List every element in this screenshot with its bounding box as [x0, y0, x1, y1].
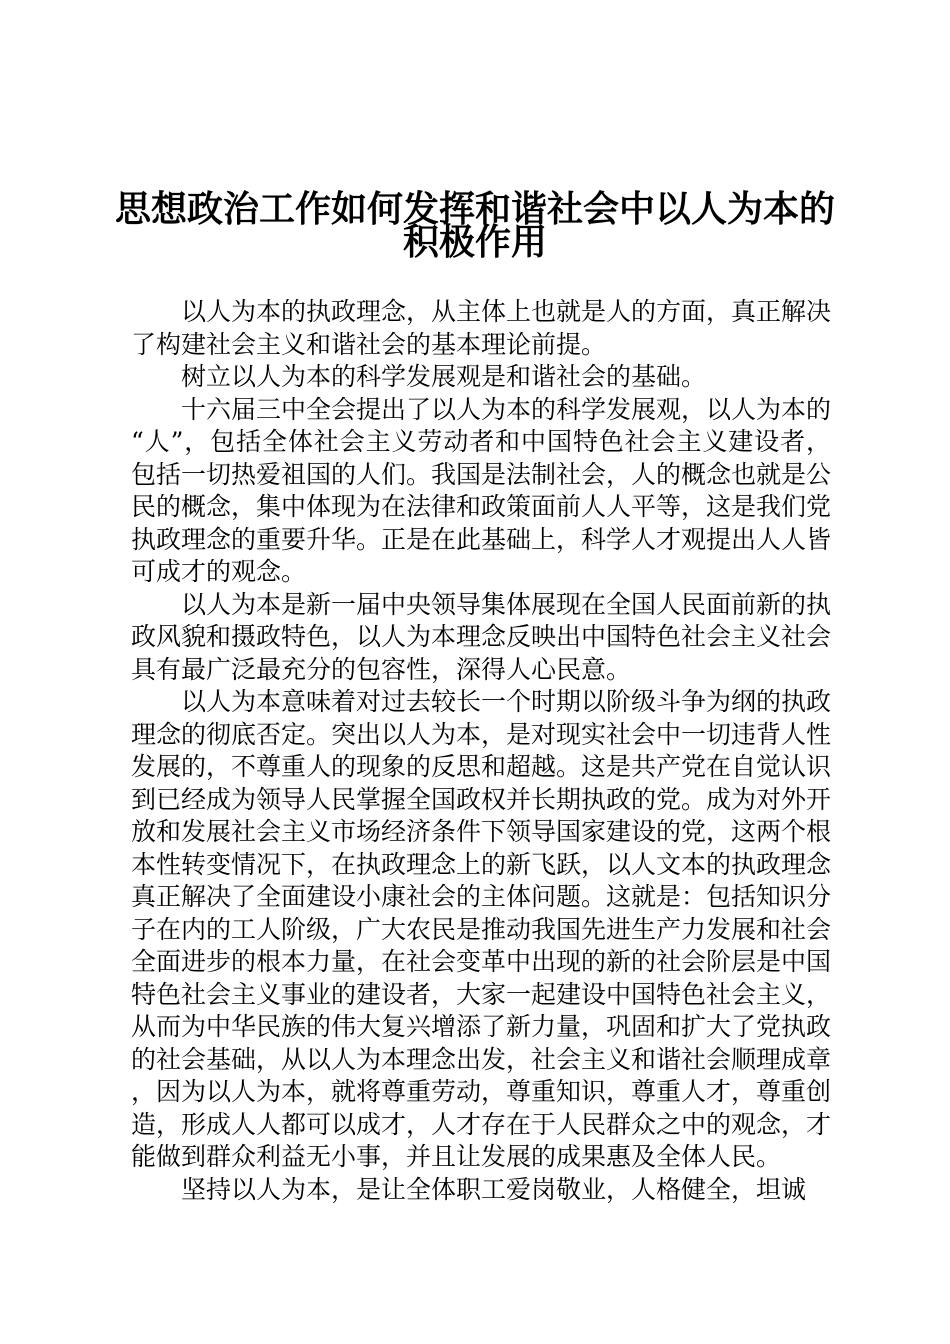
paragraph: 十六届三中全会提出了以人为本的科学发展观，以人为本的“人”，包括全体社会主义劳动者和中国特色社会主义建设者，包括一切热爱祖国的人们。我国是法制社会，人的概念也就是公民的概念，集中体现为在法律和政策面前人人平等，这是我们党执政理念的重要升华。正是在此基础上，科学人才观提出人人皆可成才的观念。	[131, 394, 832, 586]
document-body	[131, 296, 831, 1206]
paragraph: 以人为本意味着对过去较长一个时期以阶级斗争为纲的执政理念的彻底否定。突出以人为本，是对现实社会中一切违背人性发展的，不尊重人的现象的反思和超越。这是共产党在自觉认识到已经成为领导人民掌握全国政权并长期执政的党。成为对外开放和发展社会主义市场经济条件下领导国家建设的党，这两个根本性转变情况下，在执政理念上的新飞跃，以人文本的执政理念真正解决了全面建设小康社会的主体问题。这就是：包括知识分子在内的工人阶级，广大农民是推动我国先进生产力发展和社会全面进步的根本力量，在社会变革中出现的新的社会阶层是中国特色社会主义事业的建设者，大家一起建设中国特色社会主义，从而为中华民族的伟大复兴增添了新力量，巩固和扩大了党执政的社会基础，从以人为本理念出发，社会主义和谐社会顺理成章，因为以人为本，就将尊重劳动，尊重知识，尊重人才，尊重创造，形成人人都可以成才，人才存在于人民群众之中的观念，才能做到群众利益无小事，并且让发展的成果惠及全体人民。	[131, 687, 832, 1171]
paragraph: 树立以人为本的科学发展观是和谐社会的基础。	[181, 362, 707, 391]
document-title-line-2: 积极作用	[402, 221, 547, 263]
paragraph: 坚持以人为本，是让全体职工爱岗敬业，人格健全，坦诚	[181, 1174, 807, 1204]
paragraph: 以人为本是新一届中央领导集体展现在全国人民面前新的执政风貌和摄政特色，以人为本理念反映出中国特色社会主义社会具有最广泛最充分的包容性，深得人心民意。	[131, 589, 832, 684]
document-title-line-1: 思想政治工作如何发挥和谐社会中以人为本的	[114, 188, 835, 230]
paragraph: 以人为本的执政理念，从主体上也就是人的方面，真正解决了构建社会主义和谐社会的基本理论前提。	[131, 297, 832, 359]
